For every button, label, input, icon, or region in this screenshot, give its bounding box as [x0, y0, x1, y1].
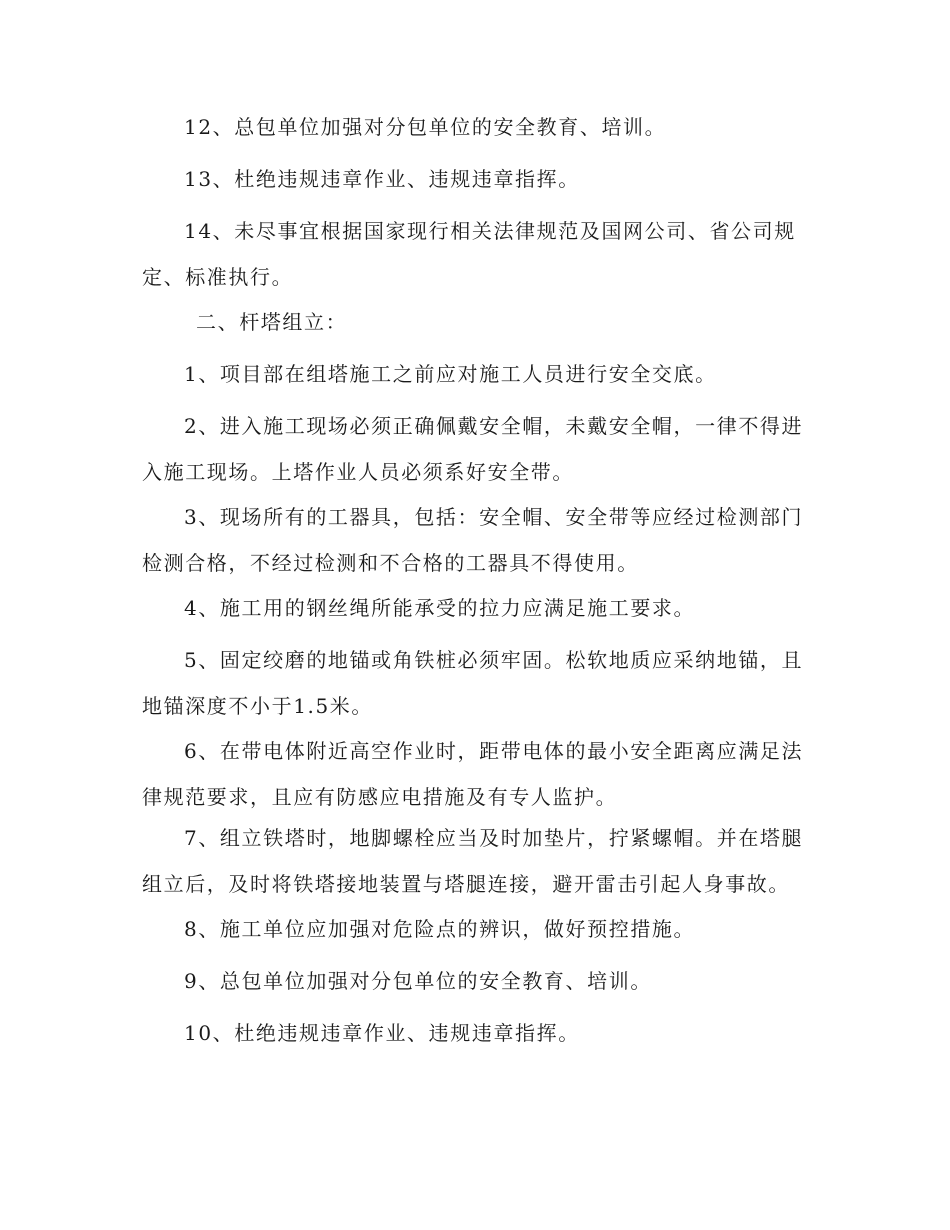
paragraph-10: 10、杜绝违规违章作业、违规违章指挥。: [184, 1021, 580, 1045]
paragraph-6: 6、在带电体附近高空作业时，距带电体的最小安全距离应满足法律规范要求，且应有防感应电措施及有专人监护。: [142, 739, 804, 809]
paragraph-2: 2、进入施工现场必须正确佩戴安全帽，未戴安全帽，一律不得进入施工现场。上塔作业人员必须系好安全带。: [142, 414, 804, 484]
paragraph-14: 14、未尽事宜根据国家现行相关法律规范及国网公司、省公司规定、标准执行。: [142, 219, 796, 289]
paragraph-7: 7、组立铁塔时，地脚螺栓应当及时加垫片，拧紧螺帽。并在塔腿组立后，及时将铁塔接地装置与塔腿连接，避开雷击引起人身事故。: [142, 826, 804, 896]
section-heading-tower-erection: 二、杆塔组立：: [196, 310, 348, 334]
paragraph-3: 3、现场所有的工器具，包括：安全帽、安全带等应经过检测部门检测合格，不经过检测和不合格的工器具不得使用。: [142, 505, 804, 575]
paragraph-12: 12、总包单位加强对分包单位的安全教育、培训。: [184, 115, 667, 139]
paragraph-5: 5、固定绞磨的地锚或角铁桩必须牢固。松软地质应采纳地锚，且地锚深度不小于1.5米。: [142, 648, 804, 718]
paragraph-9: 9、总包单位加强对分包单位的安全教育、培训。: [184, 969, 652, 993]
paragraph-8: 8、施工单位应加强对危险点的辨识，做好预控措施。: [184, 917, 696, 941]
paragraph-1: 1、项目部在组塔施工之前应对施工人员进行安全交底。: [184, 362, 717, 386]
paragraph-13: 13、杜绝违规违章作业、违规违章指挥。: [184, 167, 580, 191]
paragraph-4: 4、施工用的钢丝绳所能承受的拉力应满足施工要求。: [184, 596, 696, 620]
